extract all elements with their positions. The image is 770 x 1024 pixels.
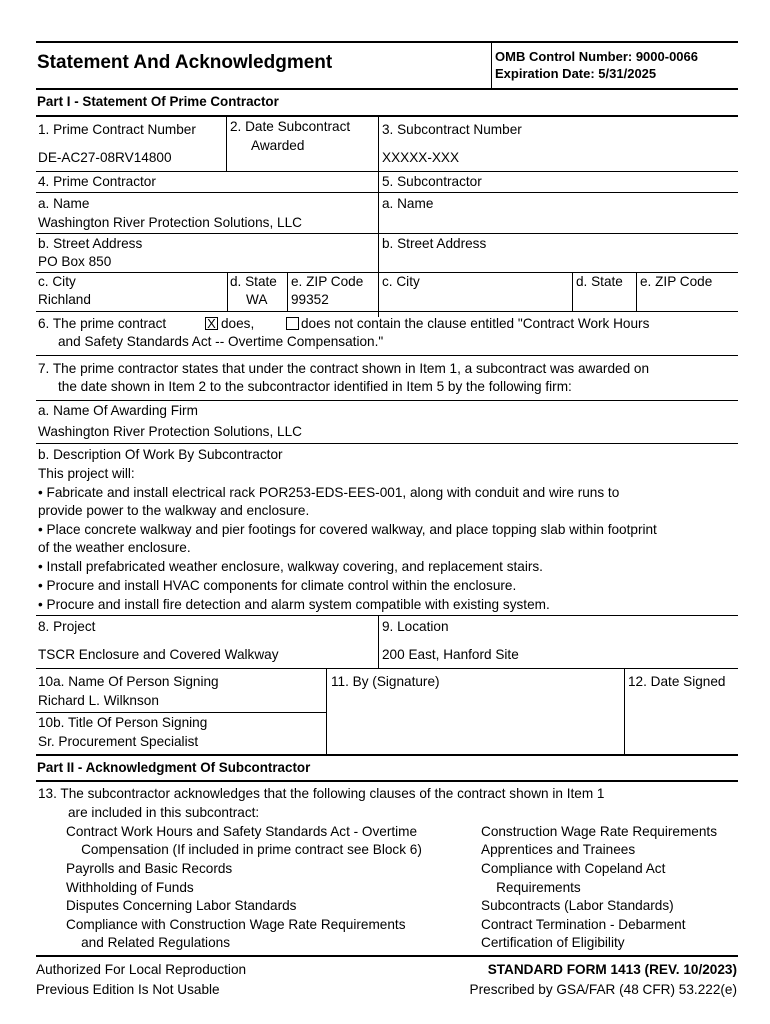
left-clause: Compliance with Construction Wage Rate Requirements [66,917,406,932]
right-clause: Requirements [481,880,581,895]
item6-line2: and Safety Standards Act -- Overtime Compensation." [58,334,384,349]
sub-street-label: b. Street Address [382,236,487,251]
item10b-label: 10b. Title Of Person Signing [38,715,208,730]
prime-city-label: c. City [38,274,76,289]
subcontract-number[interactable]: XXXXX-XXX [382,150,460,165]
item4-label: 4. Prime Contractor [38,174,156,189]
divider [378,616,379,668]
footer-prescribed-by: Prescribed by GSA/FAR (48 CFR) 53.222(e) [469,982,737,997]
right-clause: Construction Wage Rate Requirements [481,824,717,839]
description-line: of the weather enclosure. [38,540,191,555]
prime-name[interactable]: Washington River Protection Solutions, LLC [38,215,302,230]
right-clause: Compliance with Copeland Act [481,861,666,876]
divider [36,400,738,401]
divider [36,192,738,193]
divider [326,669,327,754]
sub-city-label: c. City [382,274,420,289]
prime-street-label: b. Street Address [38,236,143,251]
prime-name-label: a. Name [38,196,90,211]
left-clause: Contract Work Hours and Safety Standards Act - Overtime [66,824,418,839]
item12-label: 12. Date Signed [628,674,726,689]
prime-street[interactable]: PO Box 850 [38,254,112,269]
description-line: provide power to the walkway and enclosure. [38,503,310,518]
item10a-label: 10a. Name Of Person Signing [38,674,219,689]
divider [36,443,738,444]
item8-label: 8. Project [38,619,96,634]
divider [287,273,288,311]
sub-zip-label: e. ZIP Code [640,274,713,289]
divider [36,754,738,756]
header-divider [491,42,492,88]
divider [36,233,738,234]
left-clause: Compensation (If included in prime contract see Block 6) [66,842,422,857]
prime-state[interactable]: WA [246,292,268,307]
item2-label-cont: Awarded [251,138,305,153]
description-line: • Place concrete walkway and pier footings for covered walkway, and place topping slab within footprint [38,522,657,537]
awarding-firm-label: a. Name Of Awarding Firm [38,403,198,418]
expiration-date: Expiration Date: 5/31/2025 [495,66,657,81]
prime-zip-label: e. ZIP Code [291,274,364,289]
divider [36,712,326,713]
item2-label: 2. Date Subcontract [230,119,351,134]
divider [36,311,738,312]
divider [572,273,573,311]
item3-label: 3. Subcontract Number [382,122,522,137]
divider [378,172,379,317]
divider [36,355,738,356]
description-line: • Fabricate and install electrical rack POR253-EDS-EES-001, along with conduit and wire runs to [38,485,620,500]
divider [36,615,738,616]
sub-state-label: d. State [576,274,623,289]
omb-control-number: OMB Control Number: 9000-0066 [495,49,698,64]
divider [226,117,227,171]
sub-name-label: a. Name [382,196,434,211]
person-signing-title[interactable]: Sr. Procurement Specialist [38,734,199,749]
prime-zip[interactable]: 99352 [291,292,329,307]
divider [227,273,228,311]
item7-line2: the date shown in Item 2 to the subcontractor identified in Item 5 by the following firm: [58,379,572,394]
top-rule [36,41,738,43]
part1-rule [36,115,738,117]
left-clause: Disputes Concerning Labor Standards [66,898,297,913]
description-line: • Procure and install fire detection and alarm system compatible with existing system. [38,597,550,612]
item13-line2: are included in this subcontract: [68,805,260,820]
right-clause: Contract Termination - Debarment [481,917,686,932]
footer-form-number: STANDARD FORM 1413 (REV. 10/2023) [487,962,737,977]
part1-heading: Part I - Statement Of Prime Contractor [37,94,279,109]
awarding-firm[interactable]: Washington River Protection Solutions, LLC [38,424,302,439]
description-line: • Procure and install HVAC components for climate control within the enclosure. [38,578,517,593]
left-clause: and Related Regulations [66,935,230,950]
does-checkbox[interactable]: X [205,317,218,330]
right-clause: Subcontracts (Labor Standards) [481,898,674,913]
person-signing-name[interactable]: Richard L. Wilknson [38,693,159,708]
item5-label: 5. Subcontractor [382,174,482,189]
divider [36,780,738,782]
divider [36,955,738,957]
divider [636,273,637,311]
description-label: b. Description Of Work By Subcontractor [38,447,283,462]
footer-previous-edition: Previous Edition Is Not Usable [36,982,220,997]
location[interactable]: 200 East, Hanford Site [382,647,519,662]
item13-line1: 13. The subcontractor acknowledges that the following clauses of the contract shown in Item 1 [38,786,605,801]
item9-label: 9. Location [382,619,449,634]
prime-state-label: d. State [230,274,277,289]
header-bottom-rule [36,88,738,90]
prime-city[interactable]: Richland [38,292,91,307]
item6-does: does, [221,316,255,331]
left-clause: Withholding of Funds [66,880,194,895]
item7-line1: 7. The prime contractor states that under the contract shown in Item 1, a subcontract was awarded on [38,361,650,376]
divider [624,669,625,754]
left-clause: Payrolls and Basic Records [66,861,233,876]
item1-label: 1. Prime Contract Number [38,122,196,137]
item6-does-not: does not contain the clause entitled "Contract Work Hours [301,316,650,331]
divider [36,171,738,172]
description-line: • Install prefabricated weather enclosure, walkway covering, and replacement stairs. [38,559,543,574]
part2-heading: Part II - Acknowledgment Of Subcontractor [37,760,311,775]
divider [36,272,738,273]
right-clause: Apprentices and Trainees [481,842,636,857]
form-title: Statement And Acknowledgment [37,52,333,73]
divider [36,668,738,669]
item11-label: 11. By (Signature) [331,674,440,689]
divider [378,117,379,171]
prime-contract-number[interactable]: DE-AC27-08RV14800 [38,150,172,165]
description-line: This project will: [38,466,135,481]
does-not-checkbox[interactable] [286,317,299,330]
footer-reproduction: Authorized For Local Reproduction [36,962,247,977]
item6-prefix: 6. The prime contract [38,316,167,331]
project-name[interactable]: TSCR Enclosure and Covered Walkway [38,647,279,662]
right-clause: Certification of Eligibility [481,935,625,950]
